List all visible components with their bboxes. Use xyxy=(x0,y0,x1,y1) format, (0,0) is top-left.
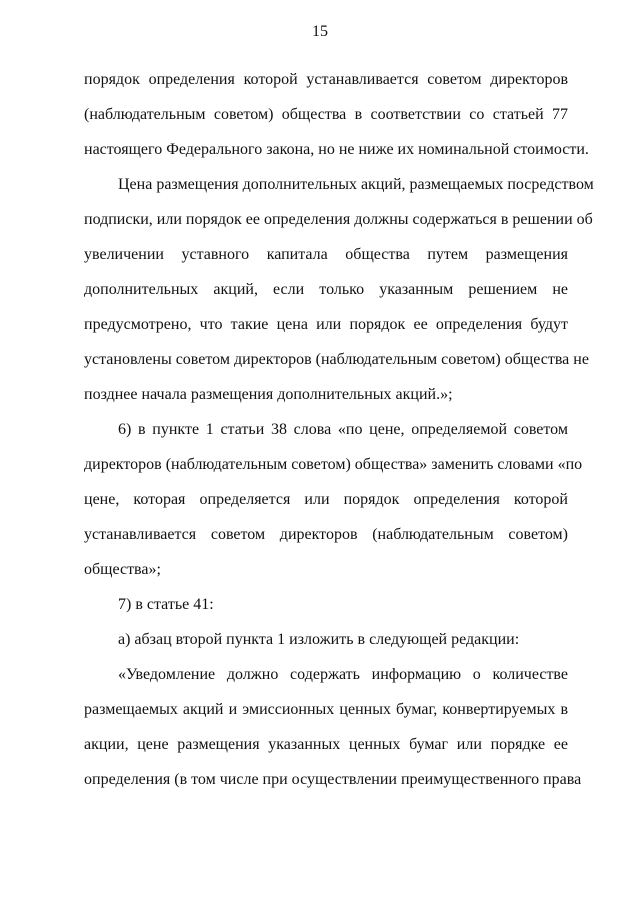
text-line: настоящего Федерального закона, но не ниже их номинальной стоимости. xyxy=(84,141,589,158)
page-number: 15 xyxy=(312,23,328,40)
text-line: 6) в пункте 1 статьи 38 слова «по цене, определяемой советом xyxy=(118,421,568,438)
text-line: размещаемых акций и эмиссионных ценных бумаг, конвертируемых в xyxy=(84,701,568,718)
text-line: акции, цене размещения указанных ценных бумаг или порядке ее xyxy=(84,736,568,753)
text-line: увеличении уставного капитала общества путем размещения xyxy=(84,246,568,263)
text-line: дополнительных акций, если только указанным решением не xyxy=(84,281,568,298)
text-line: предусмотрено, что такие цена или порядок ее определения будут xyxy=(84,316,568,333)
text-line: устанавливается советом директоров (наблюдательным советом) xyxy=(84,526,568,543)
text-line: определения (в том числе при осуществлении преимущественного права xyxy=(84,771,582,788)
text-line: а) абзац второй пункта 1 изложить в следующей редакции: xyxy=(118,631,520,648)
text-line: позднее начала размещения дополнительных акций.»; xyxy=(84,386,453,403)
text-line: общества»; xyxy=(84,561,161,578)
text-line: 7) в статье 41: xyxy=(118,596,214,613)
text-line: цене, которая определяется или порядок определения которой xyxy=(84,491,568,508)
text-line: (наблюдательным советом) общества в соответствии со статьей 77 xyxy=(84,106,568,123)
text-line: Цена размещения дополнительных акций, размещаемых посредством xyxy=(118,176,594,193)
text-line: подписки, или порядок ее определения должны содержаться в решении об xyxy=(84,211,593,228)
text-line: порядок определения которой устанавливается советом директоров xyxy=(84,71,568,88)
text-line: «Уведомление должно содержать информацию о количестве xyxy=(118,666,568,683)
text-line: установлены советом директоров (наблюдательным советом) общества не xyxy=(84,351,589,368)
text-line: директоров (наблюдательным советом) общества» заменить словами «по xyxy=(84,456,583,473)
